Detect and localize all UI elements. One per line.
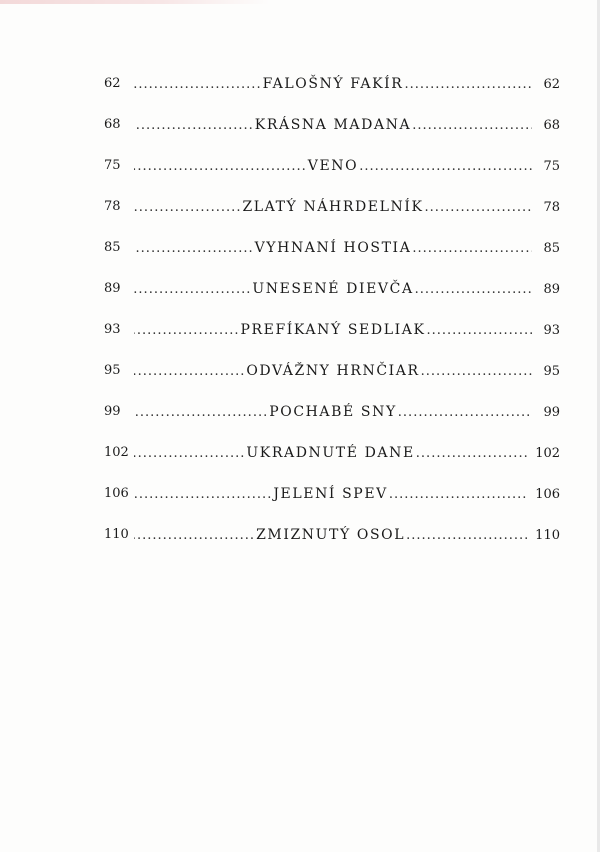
leader-dots-right [425, 198, 532, 218]
toc-left-page-number: 89 [104, 281, 121, 296]
toc-right-page-number: 68 [543, 118, 560, 133]
leader-dots-left [134, 280, 251, 300]
toc-title: VENO [307, 158, 359, 174]
toc-right-page-number: 89 [543, 282, 560, 297]
toc-entry[interactable] [104, 402, 560, 443]
toc-leader [134, 115, 560, 136]
toc-right-page-number: 75 [543, 159, 560, 174]
leader-dots-right [427, 321, 533, 341]
leader-dots-right [406, 526, 527, 546]
toc-leader [134, 443, 560, 464]
toc-entry[interactable] [104, 443, 560, 484]
toc-leader [134, 238, 560, 259]
toc-left-page-number: 106 [104, 486, 129, 501]
leader-dots-right [412, 239, 532, 259]
toc-title: ZMIZNUTÝ OSOL [256, 527, 406, 543]
leader-dots-right [421, 362, 532, 382]
toc-title: FALOŠNÝ FAKÍR [262, 76, 404, 92]
toc-title: UNESENÉ DIEVČA [252, 281, 414, 297]
leader-dots-left [134, 444, 245, 464]
toc-leader [134, 74, 560, 95]
page-top-edge [0, 0, 270, 4]
toc-right-page-number: 106 [535, 487, 560, 502]
toc-right-page-number: 99 [543, 405, 560, 420]
toc-title: PREFÍKANÝ SEDLIAK [240, 322, 426, 338]
leader-dots-left [134, 485, 272, 505]
toc-right-page-number: 62 [543, 77, 560, 92]
toc-title: ZLATÝ NÁHRDELNÍK [242, 199, 424, 215]
leader-dots-left [134, 321, 240, 341]
leader-dots-left [134, 198, 241, 218]
toc-title: POCHABÉ SNY [269, 404, 397, 420]
toc-leader [134, 525, 560, 546]
leader-dots-right [412, 116, 532, 136]
toc-title: JELENÍ SPEV [273, 486, 388, 502]
toc-title: ODVÁŽNY HRNČIAR [246, 363, 420, 379]
toc-entry[interactable] [104, 74, 560, 115]
toc-left-page-number: 75 [104, 158, 121, 173]
toc-entry[interactable] [104, 115, 560, 156]
leader-dots-left [134, 75, 262, 95]
toc-leader [134, 197, 560, 218]
toc-leader [134, 361, 560, 382]
toc-left-page-number: 68 [104, 117, 121, 132]
toc-left-page-number: 110 [104, 527, 129, 542]
toc-entry[interactable] [104, 156, 560, 197]
toc-right-page-number: 110 [535, 528, 560, 543]
toc-left-page-number: 99 [104, 404, 121, 419]
toc-leader [134, 484, 560, 505]
toc-left-page-number: 102 [104, 445, 129, 460]
toc-title: VYHNANÍ HOSTIA [254, 240, 412, 256]
leader-dots-right [404, 75, 532, 95]
leader-dots-right [416, 444, 527, 464]
toc-left-page-number: 93 [104, 322, 121, 337]
toc-right-page-number: 102 [535, 446, 560, 461]
toc-entry[interactable] [104, 484, 560, 525]
toc-leader [134, 320, 560, 341]
leader-dots-right [359, 157, 532, 177]
toc-entry[interactable] [104, 279, 560, 320]
toc-leader [134, 156, 560, 177]
toc-right-page-number: 95 [543, 364, 560, 379]
leader-dots-right [415, 280, 532, 300]
toc-title: KRÁSNA MADANA [254, 117, 412, 133]
leader-dots-left [134, 157, 307, 177]
toc-right-page-number: 78 [543, 200, 560, 215]
leader-dots-right [389, 485, 527, 505]
toc-leader [134, 402, 560, 423]
toc-leader [134, 279, 560, 300]
toc-entry[interactable] [104, 320, 560, 361]
toc-entry[interactable] [104, 361, 560, 402]
toc-left-page-number: 95 [104, 363, 121, 378]
table-of-contents [104, 74, 560, 566]
toc-right-page-number: 93 [543, 323, 560, 338]
leader-dots-right [398, 403, 532, 423]
toc-left-page-number: 62 [104, 76, 121, 91]
leader-dots-left [134, 239, 254, 259]
toc-left-page-number: 85 [104, 240, 121, 255]
leader-dots-left [134, 403, 268, 423]
toc-entry[interactable] [104, 197, 560, 238]
leader-dots-left [134, 526, 255, 546]
toc-entry[interactable] [104, 238, 560, 279]
toc-entry[interactable] [104, 525, 560, 566]
leader-dots-left [134, 116, 254, 136]
leader-dots-left [134, 362, 245, 382]
toc-left-page-number: 78 [104, 199, 121, 214]
toc-title: UKRADNUTÉ DANE [246, 445, 415, 461]
toc-right-page-number: 85 [543, 241, 560, 256]
